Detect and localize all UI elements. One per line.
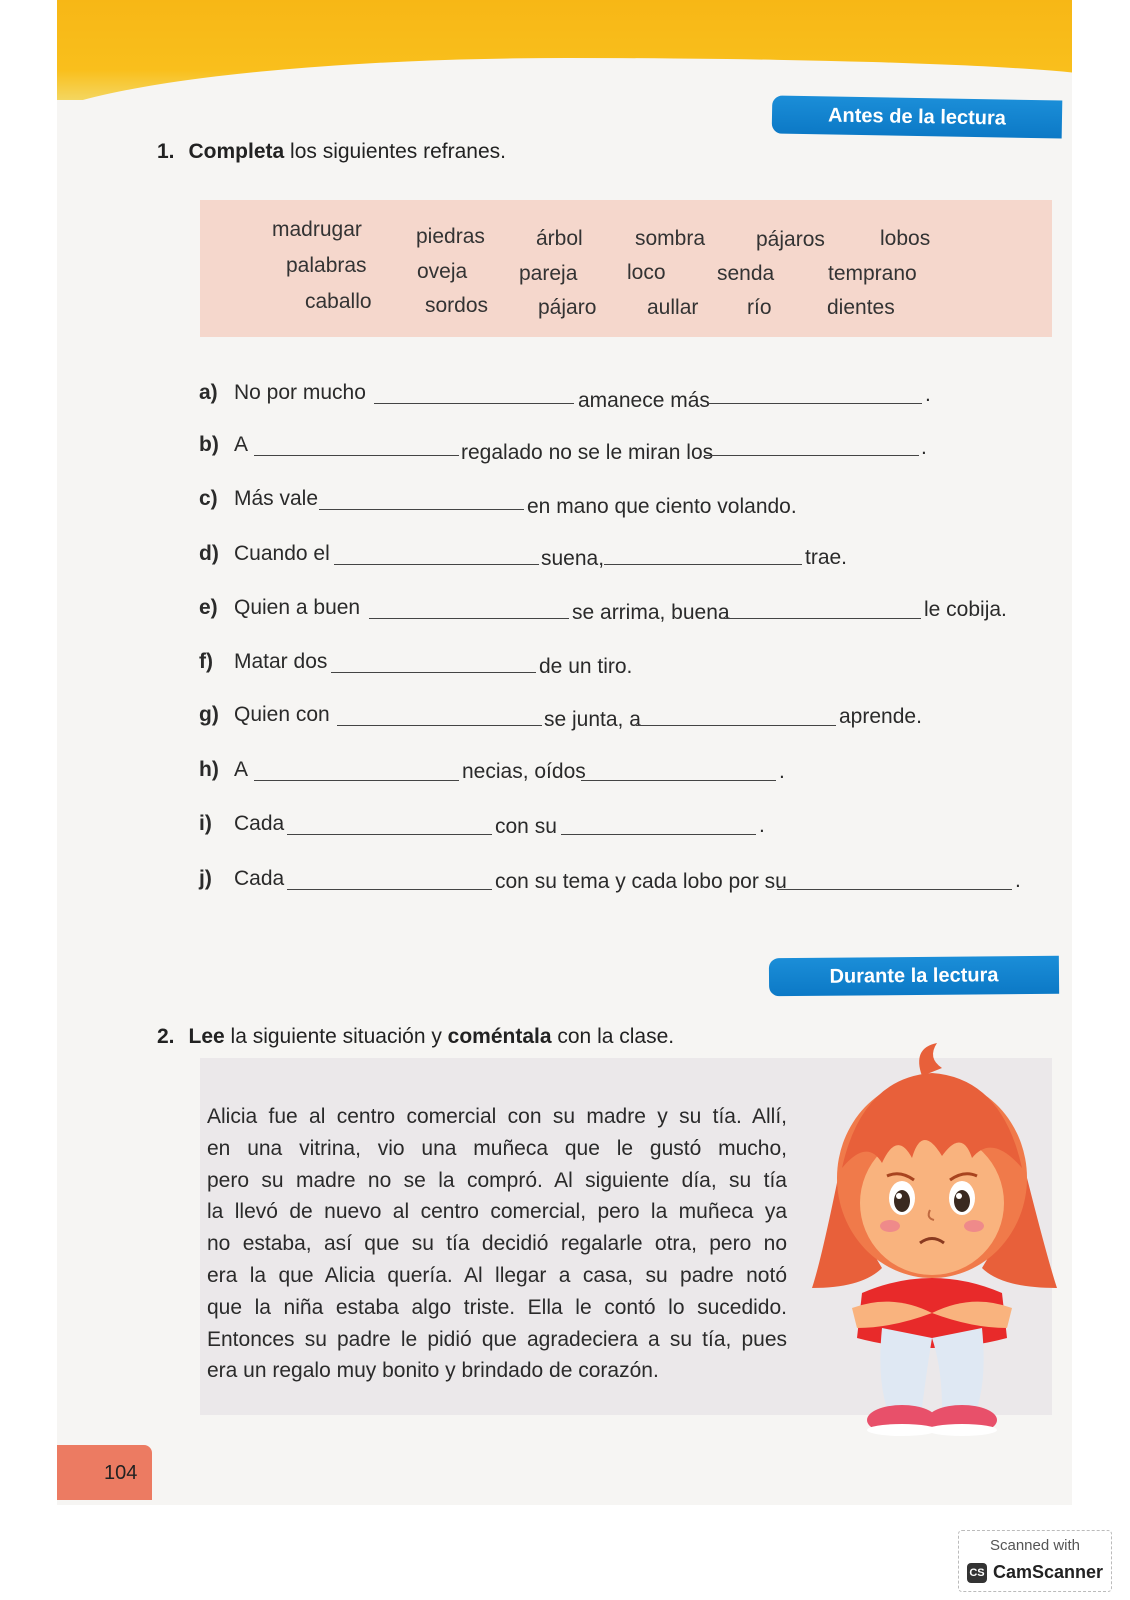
word-bank-item: sombra [635,227,706,250]
item-text: A [234,433,249,456]
item-text: suena, [541,547,605,570]
exercise-item-i [199,812,999,842]
camscanner-name: CamScanner [993,1562,1104,1582]
word-bank-item: pájaro [538,296,597,319]
word-bank-item: piedras [416,225,485,248]
answer-blank[interactable] [369,618,569,619]
answer-blank[interactable] [319,509,524,510]
word-bank-item: sordos [425,294,489,317]
answer-blank[interactable] [581,780,776,781]
answer-blank[interactable] [374,403,574,404]
item-text: Cada [234,867,285,890]
word-bank-item: pareja [519,262,578,285]
item-text: regalado no se le miran los [461,441,714,464]
item-text: . [1015,869,1021,892]
question-2-title [157,1025,674,1049]
question-1-number: 1. [157,140,175,163]
word-bank-item: palabras [286,254,367,277]
page-number: 104 [104,1462,138,1484]
item-text: No por mucho [234,381,366,404]
textbook-page [57,0,1072,1505]
story-line: Entonces su padre le pidió que agradeciera a su tía, pues [207,1327,787,1351]
item-letter: b) [199,433,219,456]
answer-blank[interactable] [777,889,1012,890]
item-text: necias, oídos [462,760,586,783]
item-text: A [234,758,249,781]
story-line: Alicia fue al centro comercial con su madre y su tía. Allí, [207,1105,787,1128]
answer-blank[interactable] [704,455,919,456]
story-line: la llevó de nuevo al centro comercial, pero la muñeca ya [207,1200,787,1224]
item-text: se arrima, buena [572,601,730,624]
word-bank-item: lobos [880,227,931,250]
item-text: se junta, a [544,708,641,731]
exercise-item-j [199,867,1049,897]
item-text: con su tema y cada lobo por su [495,870,787,893]
question-1-title [157,140,506,164]
answer-blank[interactable] [636,725,836,726]
camscanner-badge [958,1530,1112,1592]
item-text: . [925,383,931,406]
answer-blank[interactable] [331,672,536,673]
item-text: aprende. [839,705,922,728]
answer-blank[interactable] [721,618,921,619]
story-line: en una vitrina, vio una muñeca que le gustó mucho, [207,1136,787,1160]
item-text: . [921,436,927,459]
item-text: Cada [234,812,285,835]
word-bank-item: caballo [305,290,372,313]
during-reading-banner: Durante la lectura [769,956,1059,997]
exercise-item-b [199,433,999,463]
word-bank-item: aullar [647,296,699,319]
sad-girl-illustration [802,1038,1062,1458]
exercise-item-d [199,542,999,572]
exercise-item-f [199,650,999,680]
answer-blank[interactable] [254,780,459,781]
item-text: Cuando el [234,542,330,565]
story-line: pero su madre no se la compró. Al siguiente día, su tía [207,1168,787,1192]
exercise-item-h [199,758,999,788]
answer-blank[interactable] [254,455,459,456]
item-text: Quien con [234,703,330,726]
answer-blank[interactable] [604,564,802,565]
word-bank-item: loco [627,261,666,284]
story-line: era un regalo muy bonito y brindado de corazón. [207,1359,659,1383]
item-text: trae. [805,546,848,569]
exercise-item-c [199,487,999,517]
story-line: era la que Alicia quería. Al llegar a casa, su padre notó [207,1263,787,1287]
question-2-title-bold-lee: Lee [188,1025,225,1048]
word-bank-item: dientes [827,296,895,319]
story-line: que la niña estaba algo triste. Ella le contó lo sucedido. [207,1295,787,1319]
answer-blank[interactable] [287,834,492,835]
word-bank-item: pájaros [756,228,825,251]
word-bank-item: madrugar [272,218,362,241]
story-line: no estaba, así que su tía decidió regalarle otra, pero no [207,1232,787,1256]
question-2-title-end: con la clase. [551,1025,675,1048]
question-2-title-bold-comentala: coméntala [447,1025,552,1048]
item-text: de un tiro. [539,655,633,678]
word-bank-item: árbol [536,227,583,250]
word-bank-item: oveja [417,260,468,283]
item-text: en mano que ciento volando. [527,495,797,518]
question-2-number: 2. [157,1025,175,1048]
question-2-title-mid: la siguiente situación y [224,1025,448,1048]
question-1-title-bold: Completa [188,140,285,163]
item-text: Matar dos [234,650,328,673]
item-letter: g) [199,703,219,726]
item-text: Quien a buen [234,596,361,619]
item-letter: c) [199,487,218,510]
answer-blank[interactable] [287,889,492,890]
story-paragraph [207,1101,787,1387]
camscanner-top-text: Scanned with [989,1537,1081,1554]
item-text: con su [495,815,557,838]
item-letter: d) [199,542,219,565]
word-bank-item: río [747,296,772,319]
item-text: . [779,760,785,783]
word-bank-item: temprano [828,262,917,285]
answer-blank[interactable] [561,834,756,835]
answer-blank[interactable] [707,403,922,404]
item-letter: i) [199,812,212,835]
item-text: . [759,814,765,837]
item-letter: a) [199,381,218,404]
question-1-title-rest: los siguientes refranes. [284,140,506,163]
exercise-item-e [199,596,1049,626]
item-text: Más vale [234,487,319,510]
camscanner-logo-icon: CS [967,1563,987,1583]
word-bank-item: senda [717,262,775,285]
answer-blank[interactable] [337,725,542,726]
item-letter: e) [199,596,218,619]
exercise-item-a [199,381,999,411]
before-reading-banner: Antes de la lectura [772,95,1063,138]
item-text: amanece más [578,389,710,412]
answer-blank[interactable] [334,564,539,565]
item-letter: j) [199,867,212,890]
exercise-item-g [199,703,999,733]
item-letter: f) [199,650,213,673]
item-text: le cobija. [924,598,1007,621]
item-letter: h) [199,758,219,781]
